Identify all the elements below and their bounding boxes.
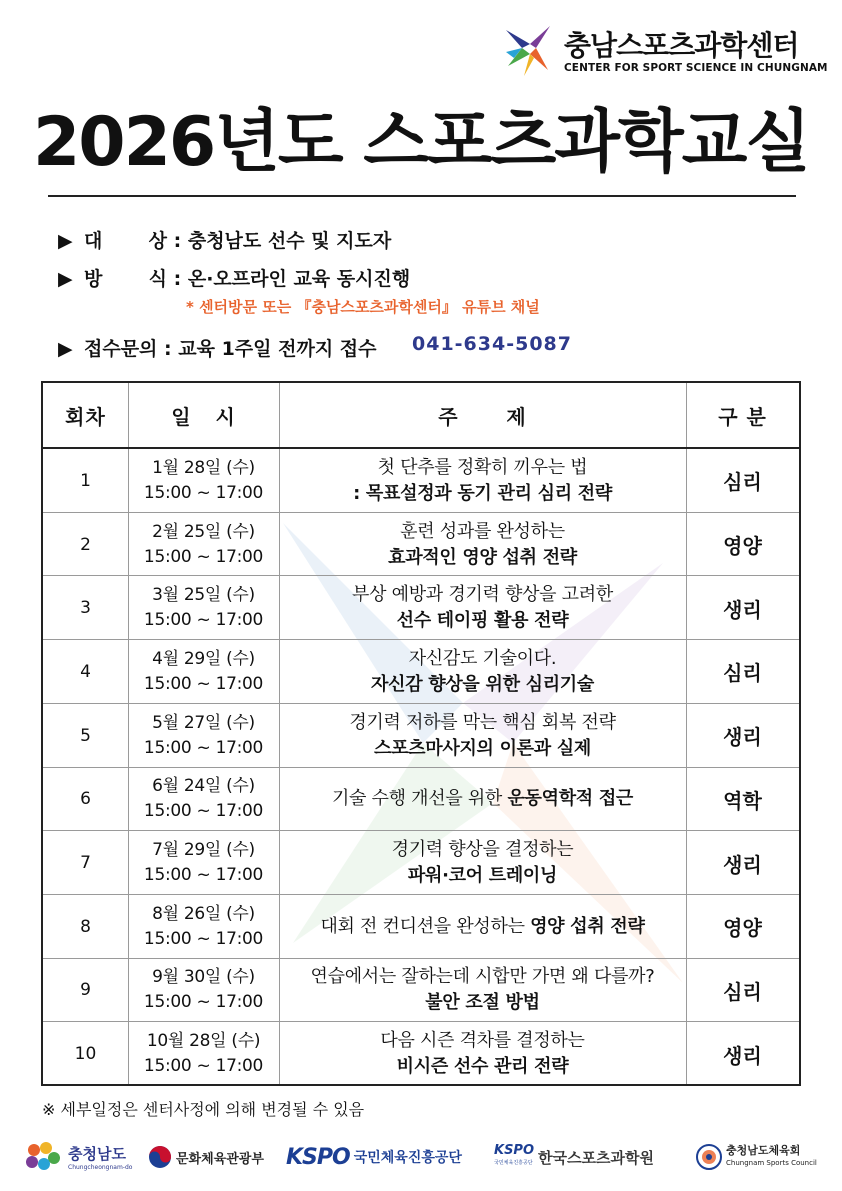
session-date: 9월 30일 (수) [152,967,255,988]
kiss-name: 한국스포츠과학원 [538,1148,654,1167]
round-number: 8 [80,916,91,937]
session-time: 15:00 ~ 17:00 [143,673,264,694]
title-divider [48,195,796,197]
chungnam-name-en: Chungcheongnam-do [68,1164,133,1171]
topic-intro: 경기력 향상을 결정하는 [391,839,574,861]
method-note: * 센터방문 또는 『충남스포츠과학센터』 유튜브 채널 [186,298,540,316]
topic-line [332,786,633,812]
session-datetime [128,576,279,640]
session-datetime [128,513,279,577]
taegeuk-icon [148,1145,172,1169]
ministry-name: 문화체육관광부 [176,1151,264,1167]
session-category: 생리 [723,597,762,622]
session-date: 7월 29일 (수) [152,840,255,861]
kspo-name: 국민체육진흥공단 [353,1150,462,1166]
target-value: 충청남도 선수 및 지도자 [187,230,392,252]
round-number: 7 [80,853,91,874]
session-datetime [128,831,279,895]
session-time: 15:00 ~ 17:00 [143,482,264,503]
kspo-small-sub: 국민체육진흥공단 [494,1160,533,1166]
kspo-mark: KSPO [286,1144,350,1170]
star-logo-icon [500,22,556,78]
topic-intro: 경기력 저하를 막는 핵심 회복 전략 [349,711,616,733]
arrow-icon: ▶ [58,230,73,252]
topic-main: 자신감 향상을 위한 심리기술 [371,673,594,695]
topic-main: 운동역학적 접근 [507,788,634,810]
kspo-mark-small: KSPO [494,1143,535,1158]
topic-main: : 목표설정과 동기 관리 심리 전략 [353,482,612,504]
topic-main: 효과적인 영양 섭취 전략 [388,546,577,568]
session-date: 8월 26일 (수) [152,903,255,924]
session-datetime [128,895,279,959]
session-category: 생리 [723,725,762,750]
session-datetime [128,449,279,513]
chungnam-logo [22,1140,132,1174]
session-date: 3월 25일 (수) [152,585,255,606]
session-date: 1월 28일 (수) [152,457,255,478]
session-category: 심리 [723,661,762,686]
topic-intro: 연습에서는 잘하는데 시합만 가면 왜 다를까? [310,966,655,988]
center-logo [500,22,828,80]
session-topic [279,1022,686,1086]
session-topic [279,831,686,895]
info-method-row [58,264,410,291]
method-label: 방 식 : [84,268,188,290]
session-time: 15:00 ~ 17:00 [143,801,264,822]
footnote: ※ 세부일정은 센터사정에 의해 변경될 수 있음 [42,1100,365,1119]
council-logo [696,1140,817,1174]
round-number: 1 [80,470,91,491]
round-number: 5 [80,725,91,746]
session-topic [279,704,686,768]
session-datetime [128,704,279,768]
session-date: 10월 28일 (수) [146,1031,261,1052]
session-category: 생리 [723,1043,762,1068]
round-number: 10 [74,1044,97,1065]
round-number: 2 [80,534,91,555]
session-datetime [128,768,279,832]
round-number: 4 [80,661,91,682]
council-name-en: Chungnam Sports Council [726,1159,817,1167]
method-value: 온·오프라인 교육 동시진행 [187,268,411,290]
topic-main: 파워·코어 트레이닝 [407,865,558,887]
session-time: 15:00 ~ 17:00 [143,737,264,758]
session-datetime [128,959,279,1023]
session-category: 역학 [723,788,762,813]
kiss-logo [494,1140,654,1174]
council-name: 충청남도체육회 [726,1144,801,1157]
session-topic [279,640,686,704]
session-time: 15:00 ~ 17:00 [143,546,264,567]
session-category: 영양 [723,916,762,941]
center-name: 충남스포츠과학센터 [564,29,799,62]
header-round: 회차 [65,404,106,429]
session-topic [279,895,686,959]
session-category: 심리 [723,470,762,495]
council-emblem-icon [696,1144,722,1170]
chungnam-name: 충청남도 [68,1145,126,1163]
topic-intro: 기술 수행 개선을 위한 [331,788,508,810]
info-contact-row [58,334,377,361]
center-name-en: CENTER FOR SPORT SCIENCE IN CHUNGNAM [564,62,828,74]
topic-main: 선수 테이핑 활용 전략 [396,610,569,632]
header-date: 일 시 [171,404,236,429]
session-date: 6월 24일 (수) [152,776,255,797]
kspo-logo [286,1140,462,1174]
session-time: 15:00 ~ 17:00 [143,992,264,1013]
topic-intro: 훈련 성과를 완성하는 [400,520,565,542]
topic-intro: 첫 단추를 정확히 끼우는 법 [377,456,588,478]
topic-intro: 대회 전 컨디션을 완성하는 [320,915,531,937]
arrow-icon: ▶ [58,268,73,290]
session-time: 15:00 ~ 17:00 [143,928,264,949]
topic-intro: 부상 예방과 경기력 향상을 고려한 [352,584,613,606]
session-category: 영양 [723,534,762,559]
session-topic [279,449,686,513]
topic-line [320,914,644,940]
arrow-icon: ▶ [58,338,73,360]
contact-label: 접수문의 : [84,338,179,360]
contact-phone: 041-634-5087 [412,333,572,355]
round-number: 3 [80,598,91,619]
session-category: 심리 [723,979,762,1004]
session-time: 15:00 ~ 17:00 [143,865,264,886]
topic-main: 비시즌 선수 관리 전략 [396,1056,569,1078]
topic-main: 불안 조절 방법 [425,992,540,1014]
contact-value: 교육 1주일 전까지 접수 [178,338,377,360]
topic-intro: 자신감도 기술이다. [408,647,557,669]
session-datetime [128,1022,279,1086]
session-category: 생리 [723,852,762,877]
schedule-table [41,381,801,1086]
page-title: 2026년도 스포츠과학교실 [32,103,810,182]
session-topic [279,576,686,640]
session-date: 5월 27일 (수) [152,712,255,733]
header-topic: 주 제 [438,404,527,429]
topic-main: 영양 섭취 전략 [530,915,645,937]
session-date: 2월 25일 (수) [152,521,255,542]
ministry-logo [148,1140,264,1174]
target-label: 대 상 : [84,230,188,252]
round-number: 6 [80,789,91,810]
session-topic [279,768,686,832]
session-topic [279,513,686,577]
info-target-row [58,226,391,253]
round-number: 9 [80,980,91,1001]
session-time: 15:00 ~ 17:00 [143,1056,264,1077]
chungnam-flower-icon [22,1140,66,1174]
session-date: 4월 29일 (수) [152,648,255,669]
session-time: 15:00 ~ 17:00 [143,610,264,631]
session-topic [279,959,686,1023]
topic-intro: 다음 시즌 격차를 결정하는 [380,1030,585,1052]
header-category: 구 분 [718,404,767,429]
topic-main: 스포츠마사지의 이론과 실제 [374,737,591,759]
session-datetime [128,640,279,704]
